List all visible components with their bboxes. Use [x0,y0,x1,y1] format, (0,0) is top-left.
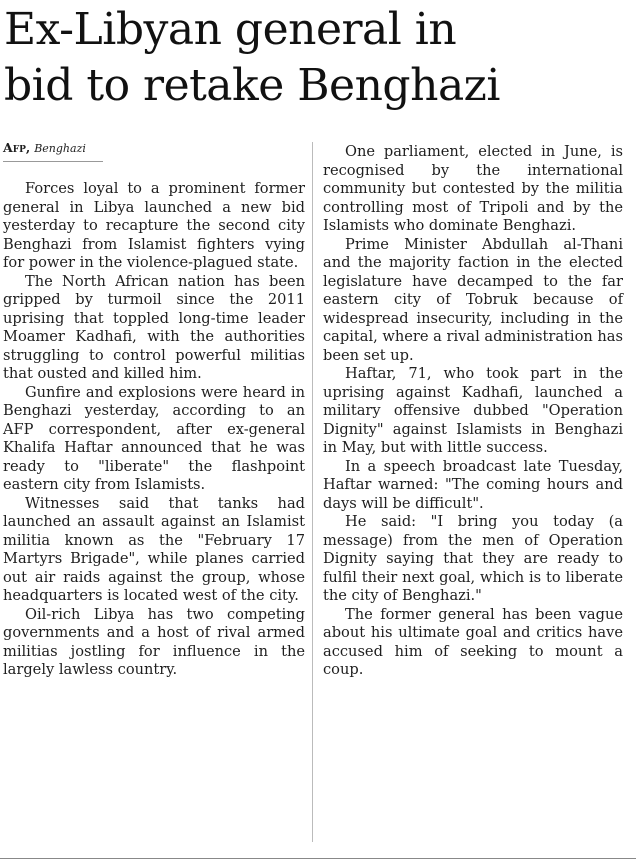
paragraph: Prime Minister Abdullah al-Thani and the majority faction in the elected legislature have decamped to the far eastern city of Tobruk because of widespread insecurity, including in the capital, where a rival administration has been set up. [323,235,623,364]
paragraph: Oil-rich Libya has two competing governments and a host of rival armed militias jostling for influence in the largely lawless country. [3,605,305,678]
paragraph: Haftar, 71, who took part in the uprising against Kadhafi, launched a military offensive dubbed "Operation Dignity" against Islamists in Benghazi in May, but with little success. [323,365,623,456]
paragraph: The former general has been vague about his ultimate goal and critics have accused him of seeking to mount a coup. [323,605,623,678]
right-column [323,143,623,680]
bottom-rule [0,858,636,859]
byline [3,140,103,162]
headline-line-1: Ex-Libyan general in [4,4,457,55]
headline-line-2: bid to retake Benghazi [4,60,500,111]
byline-agency: Afp, [3,140,31,155]
paragraph: Gunfire and explosions were heard in Benghazi yesterday, according to an AFP correspondent, after ex-general Khalifa Haftar announced that he was ready to "liberate" the flashpoint eastern city from Islamists. [3,383,305,493]
headline [4,2,632,114]
paragraph: In a speech broadcast late Tuesday, Haftar warned: "The coming hours and days will be difficult". [323,457,623,512]
paragraph: Forces loyal to a prominent former general in Libya launched a new bid yesterday to recapture the second city Benghazi from Islamist fighters vying for power in the violence-plagued state. [3,180,305,271]
paragraph: One parliament, elected in June, is recognised by the international community but contested by the militia controlling most of Tripoli and by the Islamists who dominate Benghazi. [323,143,623,234]
paragraph: Witnesses said that tanks had launched an assault against an Islamist militia known as the "February 17 Martyrs Brigade", while planes carried out air raids against the group, whose headquarters is located west of the city. [3,494,305,604]
paragraph: The North African nation has been gripped by turmoil since the 2011 uprising that toppled long-time leader Moamer Kadhafi, with the authorities struggling to control powerful militias that ousted and killed him. [3,272,305,382]
paragraph: He said: "I bring you today (a message) from the men of Operation Dignity saying that they are ready to fulfil their next goal, which is to liberate the city of Benghazi." [323,513,623,604]
byline-place: Benghazi [34,142,86,155]
column-divider [312,142,313,842]
left-column [3,140,305,680]
